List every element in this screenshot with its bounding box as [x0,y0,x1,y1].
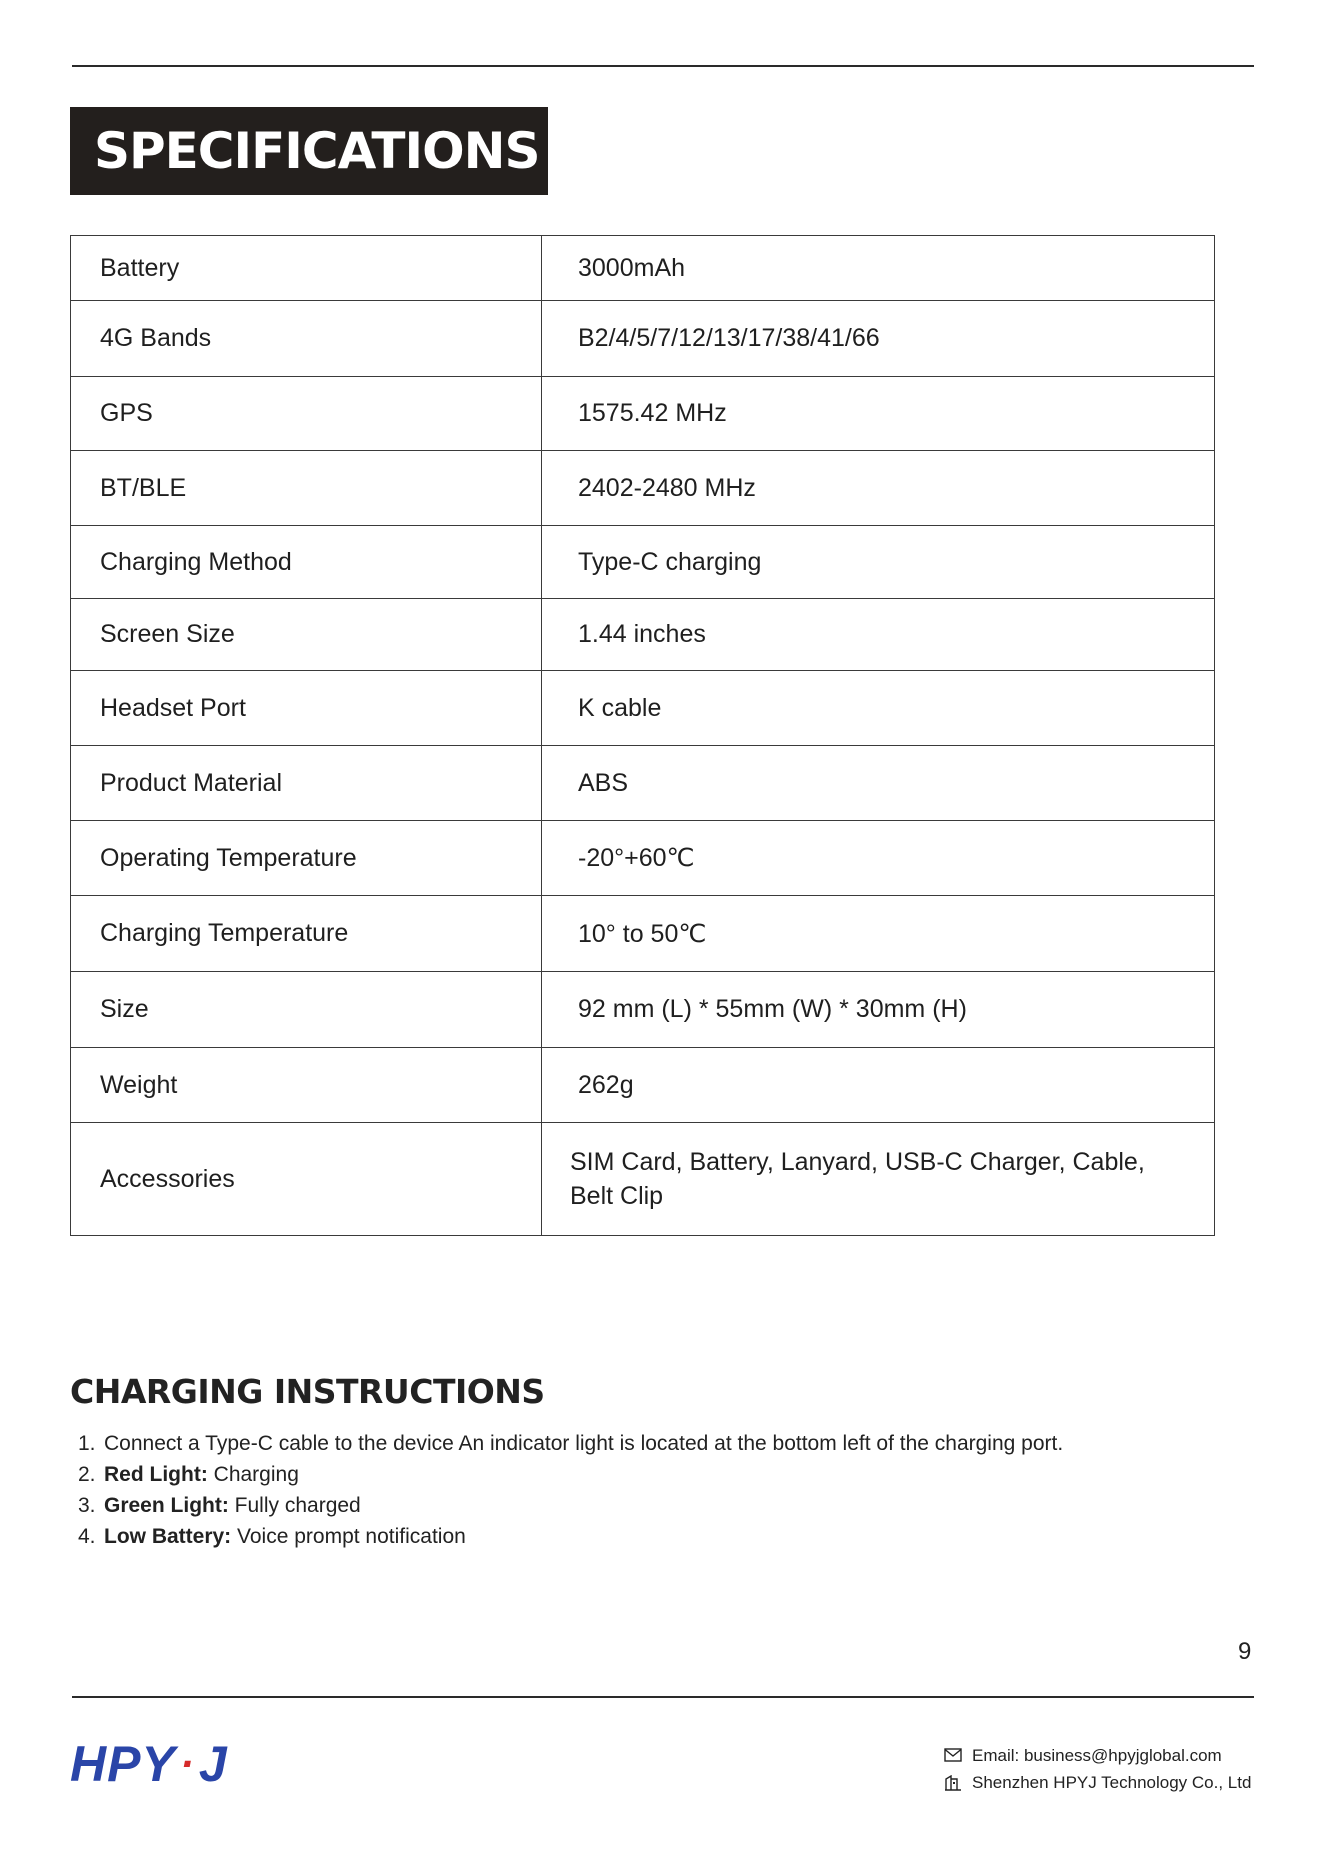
spec-row [71,236,1215,301]
specifications-heading [70,107,548,195]
spec-label: Charging Temperature [71,896,542,972]
list-item-label: Green Light: [104,1494,229,1517]
spec-row [71,301,1215,377]
list-number: 2. [78,1463,96,1486]
spec-value: 3000mAh [542,236,1215,301]
spec-row [71,599,1215,671]
spec-value: 2402-2480 MHz [542,451,1215,526]
footer-email[interactable]: Email: business@hpyjglobal.com [972,1745,1222,1765]
specifications-table [70,235,1215,1236]
spec-value: 92 mm (L) * 55mm (W) * 30mm (H) [542,972,1215,1048]
spec-value: 1.44 inches [542,599,1215,671]
spec-row [71,972,1215,1048]
footer-contact [944,1742,1251,1796]
list-item [78,1459,1258,1490]
footer-company-row [944,1769,1251,1796]
spec-row [71,821,1215,896]
spec-value: SIM Card, Battery, Lanyard, USB-C Charger, Cable, Belt Clip [542,1123,1215,1236]
list-item-label: Red Light: [104,1463,208,1486]
list-item-text: Fully charged [228,1494,361,1517]
spec-label: Headset Port [71,671,542,746]
page-number: 9 [1238,1638,1252,1665]
spec-label: Weight [71,1048,542,1123]
spec-value: 1575.42 MHz [542,377,1215,451]
spec-label: GPS [71,377,542,451]
spec-value: K cable [542,671,1215,746]
spec-row [71,896,1215,972]
list-number: 4. [78,1525,96,1548]
spec-row [71,451,1215,526]
logo-text-left: HPY [70,1736,176,1792]
list-number: 3. [78,1494,96,1517]
list-item-text: Charging [207,1463,299,1486]
spec-label: Size [71,972,542,1048]
list-number: 1. [78,1432,96,1455]
spec-label: Accessories [71,1123,542,1236]
list-item-label: Low Battery: [104,1525,232,1548]
spec-row [71,526,1215,599]
spec-value: ABS [542,746,1215,821]
spec-label: Battery [71,236,542,301]
list-item-text: Voice prompt notification [231,1525,466,1548]
spec-label: BT/BLE [71,451,542,526]
charging-instructions-title: CHARGING INSTRUCTIONS [70,1372,545,1411]
spec-row [71,1048,1215,1123]
list-item [78,1521,1258,1552]
spec-row [71,377,1215,451]
spec-value: Type-C charging [542,526,1215,599]
bottom-divider [72,1696,1254,1698]
spec-value: 10° to 50℃ [542,896,1215,972]
spec-row [71,1123,1215,1236]
hpyj-logo [70,1736,228,1792]
list-item-text: Connect a Type-C cable to the device An indicator light is located at the bottom left of the charging port. [104,1432,1064,1455]
logo-dot: · [179,1740,195,1787]
spec-label: Operating Temperature [71,821,542,896]
charging-instructions-list [78,1428,1258,1552]
spec-row [71,671,1215,746]
list-item [78,1428,1258,1459]
spec-label: Product Material [71,746,542,821]
spec-label: Charging Method [71,526,542,599]
top-divider [72,65,1254,67]
spec-value: -20°+60℃ [542,821,1215,896]
spec-value: B2/4/5/7/12/13/17/38/41/66 [542,301,1215,377]
list-item [78,1490,1258,1521]
spec-label: Screen Size [71,599,542,671]
footer-email-row [944,1742,1251,1769]
footer-company: Shenzhen HPYJ Technology Co., Ltd [972,1772,1252,1792]
logo-text-right: J [198,1736,228,1792]
spec-row [71,746,1215,821]
mail-icon [944,1748,962,1764]
spec-label: 4G Bands [71,301,542,377]
specifications-title: SPECIFICATIONS [94,122,540,180]
building-icon [944,1775,962,1791]
spec-value: 262g [542,1048,1215,1123]
